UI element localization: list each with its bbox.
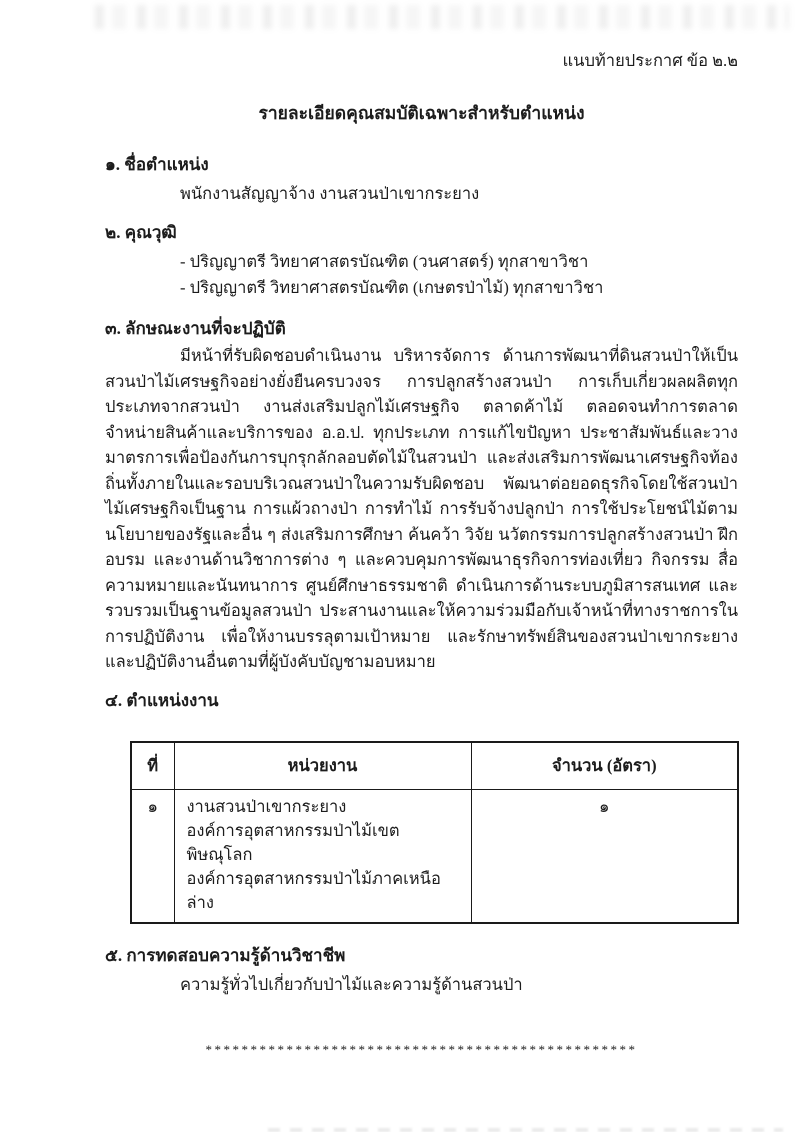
section-heading-position-name: ๑. ชื่อตำแหน่ง [105, 155, 209, 174]
positions-table [130, 741, 739, 925]
section-exam [105, 944, 738, 998]
attachment-reference-note: แนบท้ายประกาศ ข้อ ๒.๒ [562, 51, 738, 70]
unit-line: องค์การอุตสาหกรรมป่าไม้ภาคเหนือล่าง [186, 869, 441, 912]
section-heading-job-description: ๓. ลักษณะงานที่จะปฏิบัติ [105, 319, 286, 338]
asterisk-divider: ************************************************ [205, 1042, 638, 1057]
unit-cell [174, 790, 471, 924]
section-qualifications [105, 221, 738, 301]
positions-table-header-row [131, 742, 738, 790]
qualification-item: - ปริญญาตรี วิทยาศาสตรบัณฑิต (วนศาสตร์) ทุกสาขาวิชา [180, 252, 589, 271]
section-heading-qualifications: ๒. คุณวุฒิ [105, 223, 177, 242]
section-heading-exam: ๕. การทดสอบความรู้ด้านวิชาชีพ [105, 946, 346, 965]
scan-ghost-artifact-bottom [268, 1128, 783, 1132]
table-row [131, 790, 738, 924]
scan-ghost-artifact-top [95, 5, 790, 29]
count-cell: ๑ [471, 790, 738, 924]
document-title: รายละเอียดคุณสมบัติเฉพาะสำหรับตำแหน่ง [258, 103, 585, 123]
section-positions [105, 689, 738, 925]
unit-line: งานสวนป่าเขากระยาง [186, 797, 347, 816]
column-header-unit: หน่วยงาน [174, 742, 471, 790]
qualification-item: - ปริญญาตรี วิทยาศาสตรบัณฑิต (เกษตรป่าไม้) ทุกสาขาวิชา [180, 278, 604, 297]
section-position-name [105, 153, 738, 207]
position-name-value: พนักงานสัญญาจ้าง งานสวนป่าเขากระยาง [180, 184, 480, 203]
unit-line: องค์การอุตสาหกรรมป่าไม้เขตพิษณุโลก [186, 821, 400, 864]
column-header-no: ที่ [131, 742, 174, 790]
section-heading-positions: ๔. ตำแหน่งงาน [105, 690, 219, 710]
row-number-cell: ๑ [131, 790, 174, 924]
job-description-paragraph: มีหน้าที่รับผิดชอบดำเนินงาน บริหารจัดการ ด้านการพัฒนาที่ดินสวนป่าให้เป็นสวนป่าไม้เศรษฐกิจอย่างยั่งยืนครบวงจร การปลูกสร้างสวนป่า การเก็บเกี่ยวผลผลิตทุกประเภทจากสวนป่า งานส่งเสริมปลูกไม้เศรษฐกิจ ตลาดค้าไม้ ตลอดจนทำการตลาด จำหน่ายสินค้าและบริการของ อ.อ.ป. ทุกประเภท การแก้ไขปัญหา ประชาสัมพันธ์และวางมาตรการเพื่อป้องกันการบุกรุกลักลอบตัดไม้ในสวนป่า และส่งเสริมการพัฒนาเศรษฐกิจท้องถิ่นทั้งภายในและรอบบริเวณสวนป่าในความรับผิดชอบ พัฒนาต่อยอดธุรกิจโดยใช้สวนป่าไม้เศรษฐกิจเป็นฐาน การแผ้วถางป่า การทำไม้ การรับจ้างปลูกป่า การใช้ประโยชน์ไม้ตามนโยบายของรัฐและอื่น ๆ ส่งเสริมการศึกษา ค้นคว้า วิจัย นวัตกรรมการปลูกสร้างสวนป่า ฝึกอบรม และงานด้านวิชาการต่าง ๆ และควบคุมการพัฒนาธุรกิจการท่องเที่ยว กิจกรรม สื่อความหมายและนันทนาการ ศูนย์ศึกษาธรรมชาติ ดำเนินการด้านระบบภูมิสารสนเทศ และรวบรวมเป็นฐานข้อมูลสวนป่า ประสานงานและให้ความร่วมมือกับเจ้าหน้าที่ทางราชการในการปฏิบัติงาน เพื่อให้งานบรรลุตามเป้าหมาย และรักษาทรัพย์สินของสวนป่าเขากระยาง และปฏิบัติงานอื่นตามที่ผู้บังคับบัญชามอบหมาย [105, 346, 738, 671]
column-header-count: จำนวน (อัตรา) [471, 742, 738, 790]
exam-content: ความรู้ทั่วไปเกี่ยวกับป่าไม้และความรู้ด้านสวนป่า [180, 975, 523, 994]
section-job-description [105, 317, 738, 675]
